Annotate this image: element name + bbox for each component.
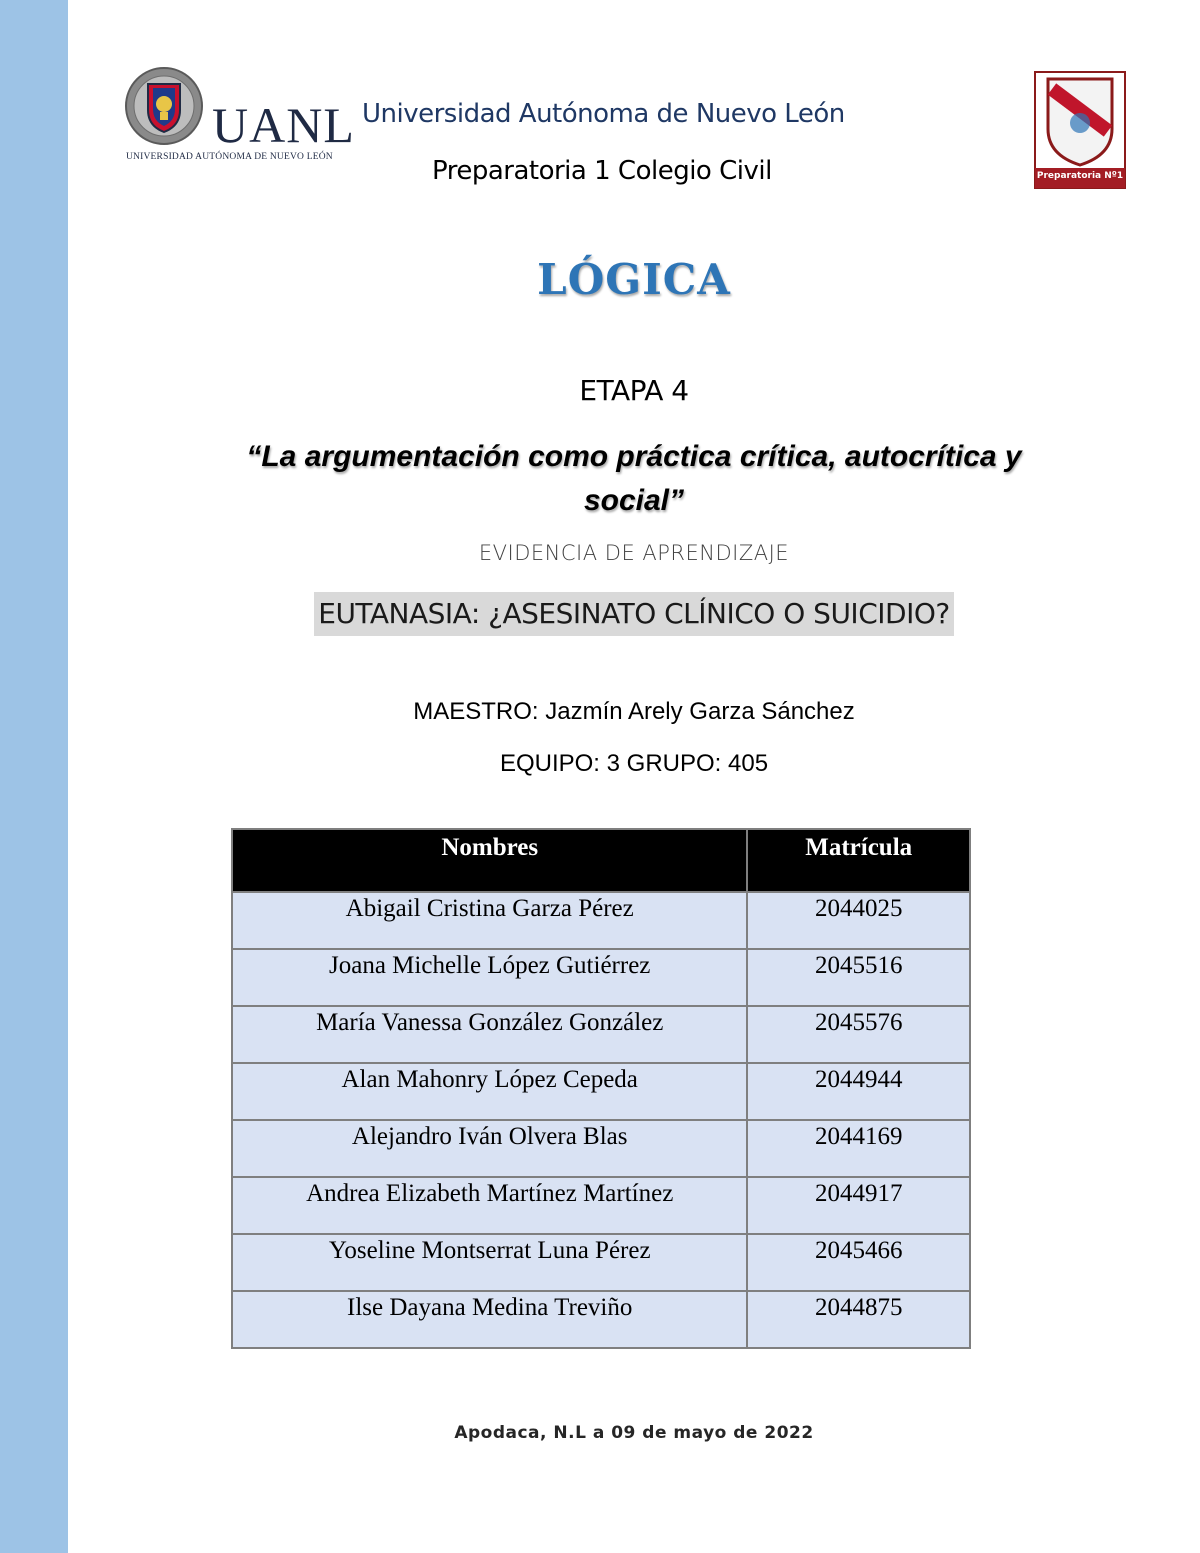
prepa-logo bbox=[1034, 71, 1126, 189]
topic-wrap bbox=[68, 592, 1200, 636]
teacher-line: MAESTRO: Jazmín Arely Garza Sánchez bbox=[413, 698, 855, 725]
team-line: EQUIPO: 3 GRUPO: 405 bbox=[499, 750, 769, 777]
subject-title: LÓGICA bbox=[537, 255, 731, 304]
student-id: 2044169 bbox=[747, 1120, 970, 1177]
university-name: Universidad Autónoma de Nuevo León bbox=[362, 99, 845, 129]
table-row bbox=[232, 1063, 970, 1120]
column-header-id: Matrícula bbox=[747, 829, 970, 892]
students-table bbox=[231, 828, 971, 1349]
student-id: 2044917 bbox=[747, 1177, 970, 1234]
uanl-logo-subtext: UNIVERSIDAD AUTÓNOMA DE NUEVO LEÓN bbox=[126, 152, 333, 162]
student-name: Abigail Cristina Garza Pérez bbox=[232, 892, 747, 949]
table-header-row bbox=[232, 829, 970, 892]
column-header-names: Nombres bbox=[232, 829, 747, 892]
student-id: 2045576 bbox=[747, 1006, 970, 1063]
topic-title: EUTANASIA: ¿ASESINATO CLÍNICO O SUICIDIO? bbox=[314, 592, 953, 636]
student-id: 2045466 bbox=[747, 1234, 970, 1291]
table-row bbox=[232, 1234, 970, 1291]
footer-place-date: Apodaca, N.L a 09 de mayo de 2022 bbox=[454, 1423, 814, 1443]
student-id: 2044944 bbox=[747, 1063, 970, 1120]
table-row bbox=[232, 1006, 970, 1063]
student-name: Joana Michelle López Gutiérrez bbox=[232, 949, 747, 1006]
student-name: Alejandro Iván Olvera Blas bbox=[232, 1120, 747, 1177]
student-id: 2044875 bbox=[747, 1291, 970, 1348]
student-id: 2045516 bbox=[747, 949, 970, 1006]
uanl-seal-icon bbox=[124, 66, 204, 146]
student-name: Yoseline Montserrat Luna Pérez bbox=[232, 1234, 747, 1291]
stage-quote: “La argumentación como práctica crítica, autocrítica y social” bbox=[246, 440, 1022, 517]
table-row bbox=[232, 1291, 970, 1348]
table-row bbox=[232, 1177, 970, 1234]
prepa-logo-caption: Preparatoria Nº1 bbox=[1036, 171, 1124, 181]
student-id: 2044025 bbox=[747, 892, 970, 949]
table-row bbox=[232, 949, 970, 1006]
student-name: Ilse Dayana Medina Treviño bbox=[232, 1291, 747, 1348]
student-name: Andrea Elizabeth Martínez Martínez bbox=[232, 1177, 747, 1234]
stage-label: ETAPA 4 bbox=[579, 374, 689, 407]
page-margin-bar bbox=[0, 0, 68, 1553]
school-name: Preparatoria 1 Colegio Civil bbox=[432, 156, 772, 186]
uanl-logo-text: UANL bbox=[212, 97, 355, 153]
evidence-label: EVIDENCIA DE APRENDIZAJE bbox=[478, 541, 790, 565]
table-row bbox=[232, 892, 970, 949]
student-name: Alan Mahonry López Cepeda bbox=[232, 1063, 747, 1120]
table-row bbox=[232, 1120, 970, 1177]
student-name: María Vanessa González González bbox=[232, 1006, 747, 1063]
